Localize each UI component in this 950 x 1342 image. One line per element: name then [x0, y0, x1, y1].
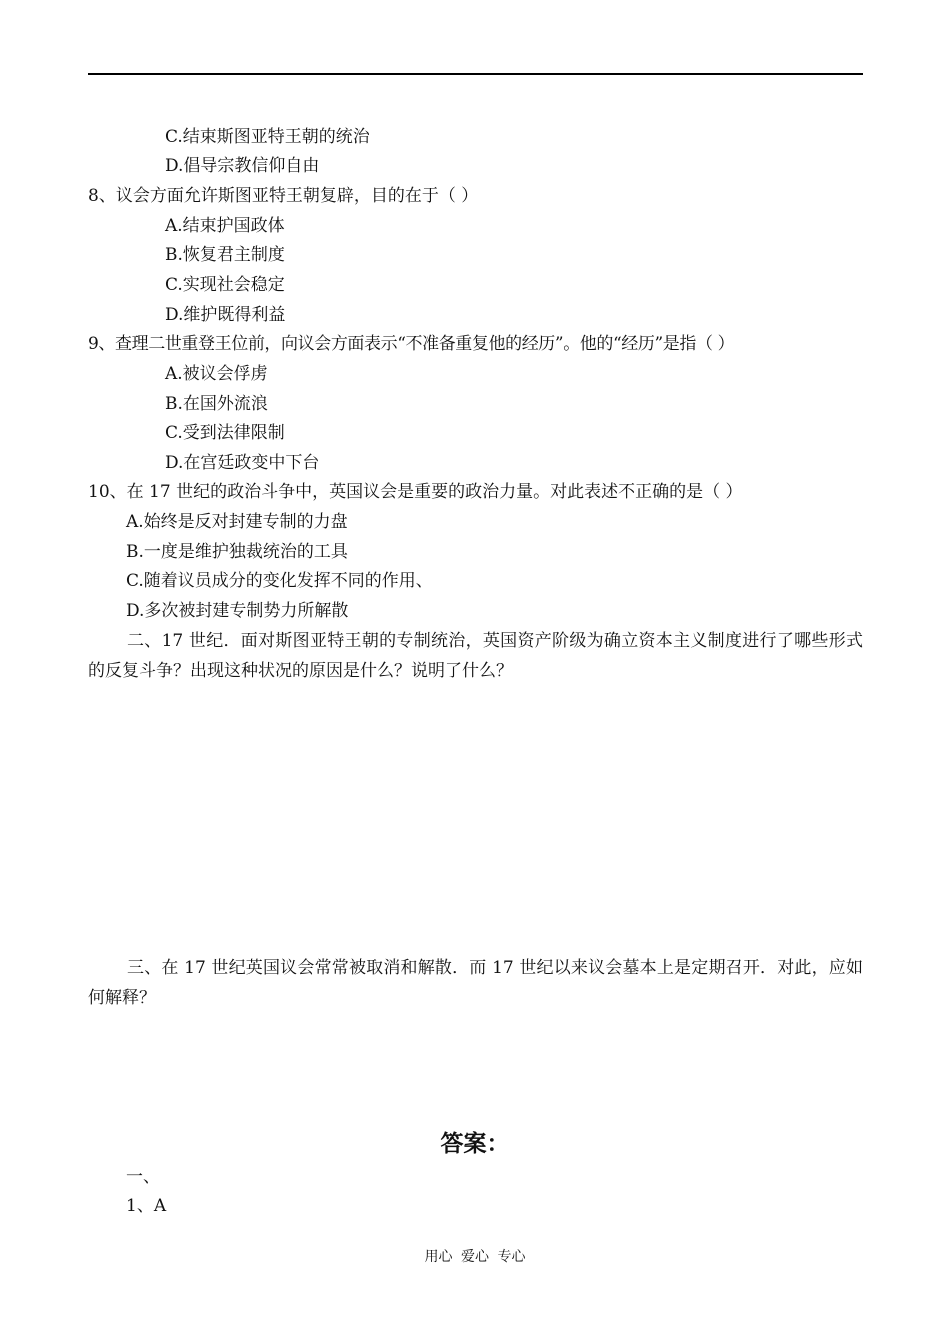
answers-title: 答案：	[440, 1130, 510, 1157]
q10-option-c: C.随着议员成分的变化发挥不同的作用、	[126, 571, 433, 591]
q10-stem: 10、在 17 世纪的政治斗争中，英国议会是重要的政治力量。对此表述不正确的是（ ）	[88, 482, 743, 502]
q7-option-c: C.结束斯图亚特王朝的统治	[165, 127, 370, 147]
page-footer: 用心 爱心 专心	[424, 1249, 526, 1265]
section-3-question: 三、在 17 世纪英国议会常常被取消和解散．而 17 世纪以来议会墓本上是定期召开．对此，应如何解释？	[88, 958, 863, 1008]
q9-option-c: C.受到法律限制	[165, 423, 285, 443]
q8-option-a: A.结束护国政体	[165, 216, 285, 236]
q9-option-b: B.在国外流浪	[165, 394, 268, 414]
q10-option-d: D.多次被封建专制势力所解散	[126, 601, 349, 621]
header-rule	[88, 73, 863, 75]
q9-option-d: D.在宫廷政变中下台	[165, 453, 320, 473]
q10-option-b: B.一度是维护独裁统治的工具	[126, 542, 348, 562]
section-2-question: 二、17 世纪．面对斯图亚特王朝的专制统治，英国资产阶级为确立资本主义制度进行了哪些形式的反复斗争？出现这种状况的原因是什么？说明了什么？	[88, 631, 863, 681]
q8-option-c: C.实现社会稳定	[165, 275, 285, 295]
q8-option-d: D.维护既得利益	[165, 305, 286, 325]
q9-stem: 9、查理二世重登王位前，向议会方面表示“不准备重复他的经历”。他的“经历”是指（ ）	[88, 334, 735, 354]
q8-stem: 8、议会方面允许斯图亚特王朝复辟，目的在于（ ）	[88, 186, 479, 206]
q10-option-a: A.始终是反对封建专制的力盘	[126, 512, 348, 532]
answers-item-1: 1、A	[126, 1196, 167, 1216]
q7-option-d: D.倡导宗教信仰自由	[165, 156, 320, 176]
q9-option-a: A.被议会俘虏	[165, 364, 268, 384]
q8-option-b: B.恢复君主制度	[165, 245, 285, 265]
answers-part-one: 一、	[126, 1167, 160, 1187]
